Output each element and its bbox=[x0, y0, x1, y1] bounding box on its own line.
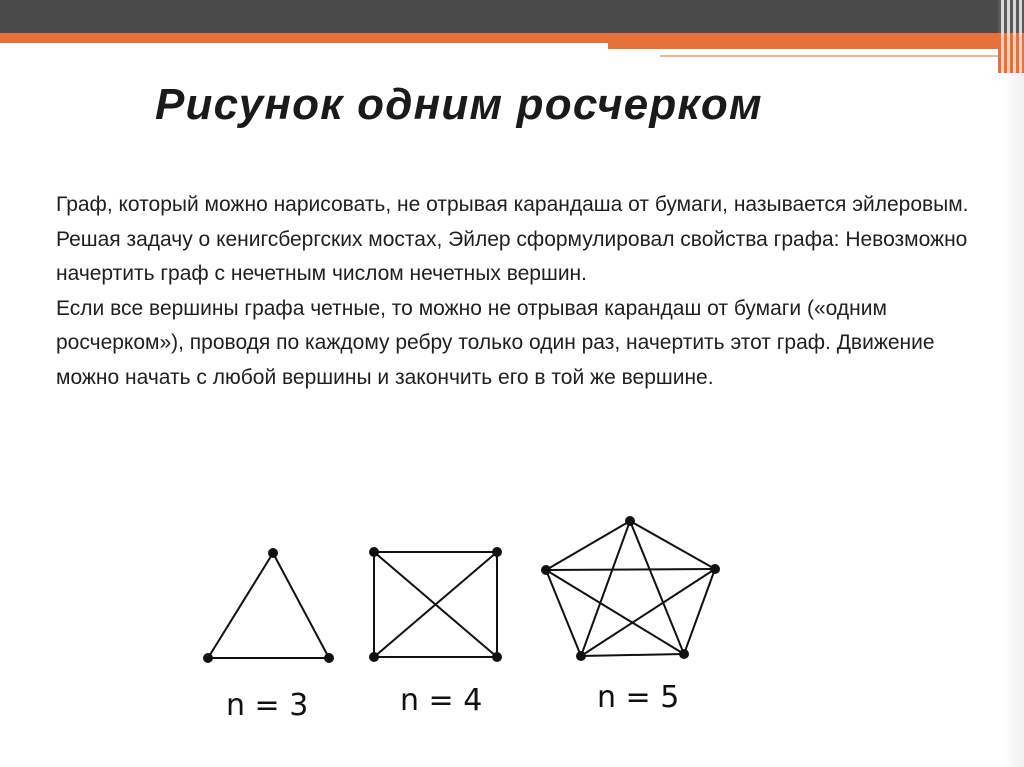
header-accent-band-right bbox=[608, 43, 1024, 49]
graph-square bbox=[374, 552, 497, 657]
edge bbox=[581, 521, 630, 656]
edge bbox=[581, 654, 684, 656]
vertex bbox=[492, 547, 502, 557]
vertex bbox=[268, 548, 278, 558]
edge bbox=[546, 521, 630, 570]
edge bbox=[581, 569, 715, 656]
slide-body bbox=[56, 188, 996, 395]
vertices-pentagon bbox=[541, 516, 720, 661]
vertices-triangle bbox=[203, 548, 334, 663]
edge bbox=[630, 521, 684, 654]
graph-figures bbox=[0, 500, 1024, 767]
slide-title: Рисунок одним росчерком bbox=[155, 80, 763, 129]
vertex bbox=[576, 651, 586, 661]
vertex bbox=[203, 653, 213, 663]
edge bbox=[208, 553, 273, 658]
edge bbox=[684, 569, 715, 654]
edge bbox=[630, 521, 715, 569]
vertex bbox=[679, 649, 689, 659]
vertex bbox=[324, 653, 334, 663]
edge bbox=[546, 569, 715, 570]
edge bbox=[273, 553, 329, 658]
vertex bbox=[541, 565, 551, 575]
label-n4: n = 4 bbox=[400, 683, 483, 718]
label-n5: n = 5 bbox=[597, 680, 680, 715]
vertex bbox=[369, 652, 379, 662]
vertex bbox=[625, 516, 635, 526]
graph-pentagon bbox=[546, 521, 715, 656]
header-accent-band bbox=[0, 33, 1024, 43]
paragraph-euler-definition: Граф, который можно нарисовать, не отрывая карандаша от бумаги, называется эйлеровым. Решая задачу о кенигсбергских мостах, Эйлер сформулировал свойства графа: Невозможно начертить граф с нечетным числом нечетных вершин. bbox=[56, 193, 969, 285]
edge bbox=[546, 570, 581, 656]
edge-stripes-accent bbox=[998, 33, 1024, 73]
paragraph-even-vertices: Если все вершины графа четные, то можно не отрывая карандаш от бумаги («одним росчерком»), проводя по каждому ребру только один раз, начертить этот граф. Движение можно начать с любой вершины и закончить его в той же вершине. bbox=[56, 296, 935, 389]
edge bbox=[546, 570, 684, 654]
vertex bbox=[369, 547, 379, 557]
header-dark-band bbox=[0, 0, 1024, 33]
vertex bbox=[710, 564, 720, 574]
label-n3: n = 3 bbox=[226, 688, 309, 723]
vertex bbox=[492, 652, 502, 662]
header-accent-line bbox=[660, 55, 1024, 57]
graph-triangle bbox=[208, 553, 329, 658]
